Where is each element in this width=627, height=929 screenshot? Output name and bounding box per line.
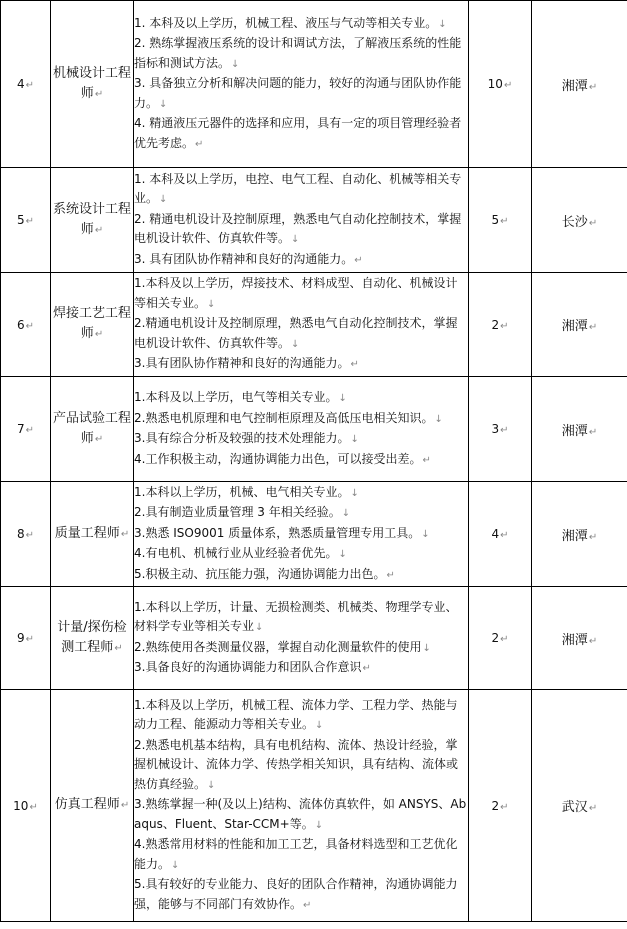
work-location-cell bbox=[532, 690, 627, 922]
requirement-line bbox=[134, 210, 468, 250]
paragraph-mark-icon: ↵ bbox=[25, 530, 35, 541]
work-location: 湘潭 bbox=[561, 423, 588, 439]
requirements-cell bbox=[134, 273, 469, 377]
paragraph-mark-icon: ↵ bbox=[500, 634, 509, 645]
work-location: 湘潭 bbox=[561, 78, 588, 94]
paragraph-mark-icon: ↵ bbox=[588, 322, 598, 333]
requirement-line bbox=[134, 450, 468, 471]
line-break-icon: ↓ bbox=[315, 720, 324, 732]
line-break-icon: ↓ bbox=[438, 18, 447, 30]
line-break-icon: ↵ bbox=[350, 359, 359, 371]
paragraph-mark-icon: ↵ bbox=[500, 530, 509, 541]
job-title: 计量/探伤检测工程师 bbox=[57, 619, 127, 655]
row-number: 6 bbox=[16, 317, 25, 332]
line-break-icon: ↓ bbox=[338, 393, 347, 404]
line-break-icon: ↓ bbox=[291, 338, 300, 350]
work-location: 长沙 bbox=[561, 214, 588, 230]
paragraph-mark-icon: ↵ bbox=[25, 80, 35, 91]
paragraph-mark-icon: ↵ bbox=[25, 216, 35, 227]
requirement-line bbox=[134, 388, 468, 409]
requirement-line bbox=[134, 274, 468, 314]
row-number-cell bbox=[1, 690, 51, 922]
line-break-icon: ↓ bbox=[350, 487, 359, 499]
line-break-icon: ↓ bbox=[291, 234, 300, 246]
requirement-line bbox=[134, 314, 468, 354]
requirement-line bbox=[134, 170, 468, 210]
row-number: 7 bbox=[16, 422, 25, 436]
requirement-line bbox=[134, 483, 468, 504]
requirement-line bbox=[134, 524, 468, 545]
job-row bbox=[1, 377, 627, 482]
requirements-cell bbox=[134, 168, 469, 273]
work-location: 湘潭 bbox=[561, 632, 588, 648]
job-title: 焊接工艺工程师 bbox=[52, 306, 131, 341]
requirement-line bbox=[134, 34, 468, 74]
job-title: 产品试验工程师 bbox=[52, 410, 131, 446]
requirement-line bbox=[134, 503, 468, 524]
paragraph-mark-icon: ↵ bbox=[588, 635, 598, 647]
paragraph-mark-icon: ↵ bbox=[503, 80, 513, 91]
requirement-text: 1.本科及以上学历，焊接技术、材料成型、自动化、机械设计等相关专业。 bbox=[134, 276, 458, 310]
job-title: 机械设计工程师 bbox=[52, 65, 131, 101]
requirement-text: 2.熟悉电机原理和电气控制柜原理及高低压电相关知识。 bbox=[134, 410, 434, 425]
row-number: 9 bbox=[16, 631, 25, 645]
row-number: 10 bbox=[13, 798, 29, 813]
requirement-line bbox=[134, 250, 468, 271]
requirement-text: 4.熟悉常用材料的性能和加工工艺，具备材料选型和工艺优化能力。 bbox=[134, 837, 458, 871]
requirements-cell bbox=[134, 377, 469, 482]
job-row bbox=[1, 587, 627, 690]
job-title: 系统设计工程师 bbox=[52, 201, 131, 237]
job-row bbox=[1, 273, 627, 377]
paragraph-mark-icon: ↵ bbox=[120, 528, 130, 540]
line-break-icon: ↵ bbox=[195, 138, 204, 150]
paragraph-mark-icon: ↵ bbox=[588, 81, 598, 93]
headcount: 3 bbox=[491, 422, 500, 436]
paragraph-mark-icon: ↵ bbox=[94, 433, 104, 445]
line-break-icon: ↓ bbox=[255, 622, 264, 633]
requirement-line bbox=[134, 658, 468, 679]
line-break-icon: ↓ bbox=[159, 98, 168, 110]
paragraph-mark-icon: ↵ bbox=[94, 329, 104, 340]
job-title-cell bbox=[51, 377, 134, 482]
requirement-line bbox=[134, 14, 468, 35]
job-title: 仿真工程师 bbox=[54, 797, 120, 812]
requirement-line bbox=[134, 354, 468, 375]
paragraph-mark-icon: ↵ bbox=[94, 88, 104, 100]
requirement-text: 1.本科以上学历，机械、电气相关专业。 bbox=[134, 484, 350, 499]
paragraph-mark-icon: ↵ bbox=[25, 425, 35, 436]
line-break-icon: ↓ bbox=[341, 508, 351, 520]
headcount-cell bbox=[469, 168, 532, 273]
requirement-line bbox=[134, 409, 468, 430]
row-number-cell bbox=[1, 1, 51, 168]
work-location-cell bbox=[532, 1, 627, 168]
paragraph-mark-icon: ↵ bbox=[25, 634, 35, 645]
requirement-text: 1.本科及以上学历，机械工程、流体力学、工程力学、热能与动力工程、能源动力等相关专业。 bbox=[134, 697, 458, 732]
job-row bbox=[1, 168, 627, 273]
requirement-text: 3.具备良好的沟通协调能力和团队合作意识 bbox=[134, 660, 362, 674]
row-number-cell bbox=[1, 377, 51, 482]
paragraph-mark-icon: ↵ bbox=[94, 224, 104, 236]
paragraph-mark-icon: ↵ bbox=[588, 803, 598, 814]
line-break-icon: ↓ bbox=[159, 194, 168, 206]
headcount-cell bbox=[469, 1, 532, 168]
headcount: 4 bbox=[491, 527, 500, 541]
requirement-line bbox=[134, 114, 468, 154]
job-row bbox=[1, 1, 627, 168]
line-break-icon: ↓ bbox=[314, 819, 324, 831]
line-break-icon: ↓ bbox=[422, 642, 431, 654]
row-number-cell bbox=[1, 168, 51, 273]
headcount: 5 bbox=[491, 213, 500, 227]
job-row bbox=[1, 690, 627, 922]
headcount-cell bbox=[469, 587, 532, 690]
headcount-cell bbox=[469, 377, 532, 482]
requirement-line bbox=[134, 696, 468, 736]
requirement-line bbox=[134, 565, 468, 586]
job-table-body bbox=[1, 1, 627, 922]
line-break-icon: ↓ bbox=[338, 549, 347, 561]
headcount-cell bbox=[469, 273, 532, 377]
line-break-icon: ↓ bbox=[207, 779, 216, 791]
requirement-text: 2. 熟练掌握液压系统的设计和调试方法，了解液压系统的性能指标和测试方法。 bbox=[134, 36, 462, 70]
paragraph-mark-icon: ↵ bbox=[500, 216, 509, 227]
requirement-line bbox=[134, 835, 468, 875]
requirement-text: 2. 精通电机设计及控制原理，熟悉电气自动化控制技术，掌握电机设计软件、仿真软件等。 bbox=[134, 211, 462, 246]
work-location: 武汉 bbox=[561, 800, 588, 815]
work-location-cell bbox=[532, 377, 627, 482]
requirements-cell bbox=[134, 587, 469, 690]
line-break-icon: ↓ bbox=[350, 434, 359, 445]
job-title: 质量工程师 bbox=[54, 525, 120, 541]
requirement-text: 2.具有制造业质量管理 3 年相关经验。 bbox=[134, 505, 341, 520]
requirement-text: 3.熟悉 ISO9001 质量体系，熟悉质量管理专用工具。 bbox=[134, 525, 421, 540]
headcount: 2 bbox=[491, 798, 500, 813]
job-title-cell bbox=[51, 587, 134, 690]
line-break-icon: ↵ bbox=[362, 663, 371, 674]
paragraph-mark-icon: ↵ bbox=[588, 531, 598, 543]
requirement-text: 1. 本科及以上学历，机械工程、液压与气动等相关专业。 bbox=[134, 15, 438, 30]
job-title-cell bbox=[51, 482, 134, 587]
row-number: 4 bbox=[16, 77, 25, 91]
headcount-cell bbox=[469, 482, 532, 587]
job-title-cell bbox=[51, 690, 134, 922]
requirement-line bbox=[134, 544, 468, 565]
requirement-line bbox=[134, 875, 468, 915]
work-location-cell bbox=[532, 482, 627, 587]
paragraph-mark-icon: ↵ bbox=[500, 425, 509, 436]
requirement-text: 2.熟悉电机基本结构，具有电机结构、流体、热设计经验，掌握机械设计、流体力学、传热学相关知识，具有结构、流体或热仿真经验。 bbox=[134, 737, 459, 791]
requirement-line bbox=[134, 638, 468, 659]
line-break-icon: ↓ bbox=[171, 859, 180, 871]
paragraph-mark-icon: ↵ bbox=[114, 642, 123, 654]
requirement-text: 3.熟练掌握一种(及以上)结构、流体仿真软件，如 ANSYS、Abaqus、Fluent、Star-CCM+等。 bbox=[134, 797, 467, 831]
paragraph-mark-icon: ↵ bbox=[588, 217, 598, 229]
paragraph-mark-icon: ↵ bbox=[500, 801, 509, 813]
requirement-text: 2.精通电机设计及控制原理，熟悉电气自动化控制技术，掌握电机设计软件、仿真软件等。 bbox=[134, 316, 458, 350]
line-break-icon: ↵ bbox=[354, 254, 363, 266]
requirement-line bbox=[134, 795, 468, 835]
line-break-icon: ↓ bbox=[207, 298, 216, 310]
requirements-cell bbox=[134, 1, 469, 168]
line-break-icon: ↵ bbox=[422, 454, 431, 466]
line-break-icon: ↵ bbox=[386, 569, 395, 581]
requirements-cell bbox=[134, 690, 469, 922]
requirement-text: 5.积极主动、抗压能力强，沟通协调能力出色。 bbox=[134, 566, 386, 581]
headcount: 10 bbox=[487, 77, 503, 91]
row-number-cell bbox=[1, 482, 51, 587]
line-break-icon: ↵ bbox=[303, 899, 312, 911]
requirement-text: 2.熟练使用各类测量仪器，掌握自动化测量软件的使用 bbox=[134, 639, 422, 654]
requirement-text: 1.本科以上学历，计量、无损检测类、机械类、物理学专业、材料学专业等相关专业 bbox=[134, 599, 458, 633]
requirement-text: 1. 本科及以上学历，电控、电气工程、自动化、机械等相关专业。 bbox=[134, 171, 462, 206]
row-number-cell bbox=[1, 273, 51, 377]
row-number-cell bbox=[1, 587, 51, 690]
headcount: 2 bbox=[491, 317, 500, 332]
requirement-line bbox=[134, 598, 468, 638]
job-title-cell bbox=[51, 273, 134, 377]
requirement-text: 4.有电机、机械行业从业经验者优先。 bbox=[134, 546, 338, 561]
paragraph-mark-icon: ↵ bbox=[588, 426, 598, 438]
headcount-cell bbox=[469, 690, 532, 922]
job-row bbox=[1, 482, 627, 587]
line-break-icon: ↓ bbox=[421, 528, 430, 540]
headcount: 2 bbox=[491, 631, 500, 645]
row-number: 8 bbox=[16, 527, 25, 541]
requirement-line bbox=[134, 74, 468, 114]
work-location: 湘潭 bbox=[561, 528, 588, 544]
paragraph-mark-icon: ↵ bbox=[500, 320, 509, 332]
work-location-cell bbox=[532, 273, 627, 377]
requirements-cell bbox=[134, 482, 469, 587]
job-title-cell bbox=[51, 168, 134, 273]
requirement-text: 3. 具备独立分析和解决问题的能力，较好的沟通与团队协作能力。 bbox=[134, 76, 462, 110]
requirement-line bbox=[134, 429, 468, 450]
line-break-icon: ↓ bbox=[434, 413, 443, 425]
row-number: 5 bbox=[16, 213, 25, 227]
work-location-cell bbox=[532, 168, 627, 273]
requirement-text: 5.具有较好的专业能力、良好的团队合作精神，沟通协调能力强，能够与不同部门有效协作。 bbox=[134, 877, 458, 911]
paragraph-mark-icon: ↵ bbox=[120, 800, 130, 811]
work-location-cell bbox=[532, 587, 627, 690]
requirement-text: 4. 精通液压元器件的选择和应用，具有一定的项目管理经验者优先考虑。 bbox=[134, 116, 462, 150]
job-title-cell bbox=[51, 1, 134, 168]
requirement-text: 3.具有综合分析及较强的技术处理能力。 bbox=[134, 431, 350, 445]
line-break-icon: ↓ bbox=[231, 58, 240, 70]
paragraph-mark-icon: ↵ bbox=[25, 320, 35, 332]
requirement-text: 4.工作积极主动，沟通协调能力出色，可以接受出差。 bbox=[134, 451, 422, 466]
paragraph-mark-icon: ↵ bbox=[29, 801, 38, 813]
work-location: 湘潭 bbox=[561, 319, 588, 334]
requirement-text: 3. 具有团队协作精神和良好的沟通能力。 bbox=[134, 251, 354, 266]
requirement-text: 1.本科及以上学历，电气等相关专业。 bbox=[134, 390, 338, 404]
requirement-text: 3.具有团队协作精神和良好的沟通能力。 bbox=[134, 356, 350, 371]
requirement-line bbox=[134, 736, 468, 796]
